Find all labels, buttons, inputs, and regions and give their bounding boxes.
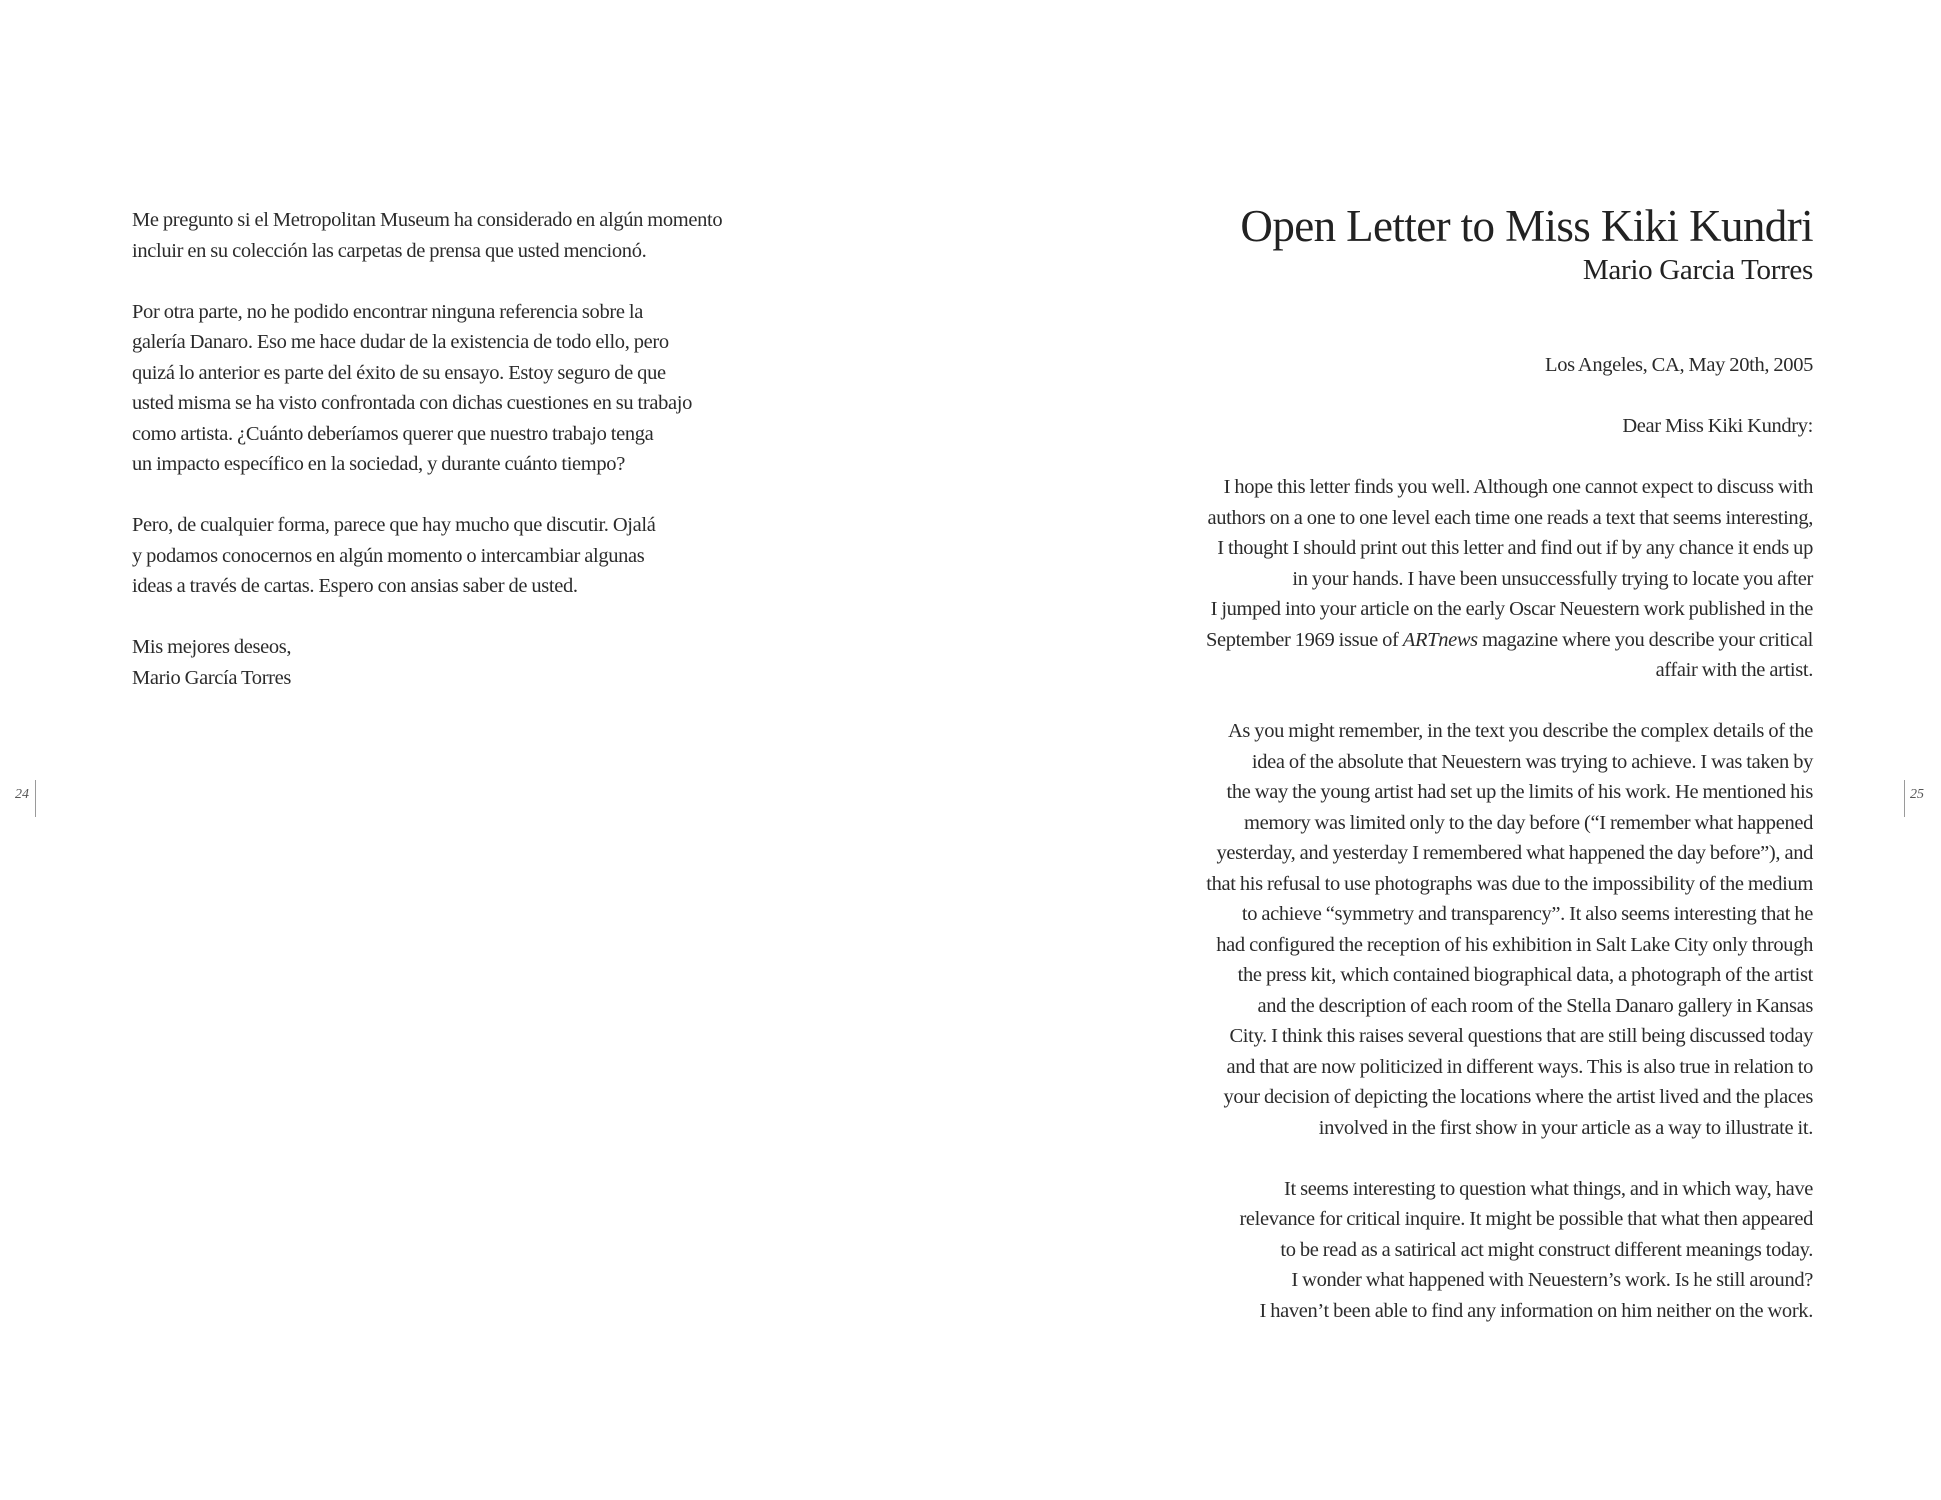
text-line: It seems interesting to question what things, and in which way, have	[1283, 1177, 1813, 1200]
closing-line: Mis mejores deseos,	[132, 636, 292, 658]
left-page-text	[132, 205, 832, 724]
signature-name: Mario García Torres	[132, 666, 292, 689]
place-date-text: Los Angeles, CA, May 20th, 2005	[1545, 354, 1813, 376]
text-line: un impacto específico en la sociedad, y durante cuánto tiempo?	[132, 453, 625, 475]
text-line: I haven’t been able to find any information on him neither on the work.	[1259, 1299, 1813, 1322]
text-line: memory was limited only to the day before (“I remember what happened	[1244, 811, 1813, 834]
letter-title: Open Letter to Miss Kiki Kundri	[1240, 201, 1813, 251]
text-line: relevance for critical inquire. It might be possible that what then appeared	[1239, 1208, 1813, 1230]
text-line: authors on a one to one level each time one reads a text that seems interesting,	[1207, 506, 1813, 529]
text-line: Pero, de cualquier forma, parece que hay mucho que discutir. Ojalá	[132, 514, 656, 536]
text-line: ideas a través de cartas. Espero con ansias saber de usted.	[132, 575, 578, 597]
text-line: in your hands. I have been unsuccessfully trying to locate you after	[1292, 567, 1813, 590]
text-line: had configured the reception of his exhibition in Salt Lake City only through	[1216, 933, 1813, 956]
text-line: City. I think this raises several questions that are still being discussed today	[1229, 1025, 1813, 1047]
right-page	[970, 0, 1941, 1500]
text-line: the press kit, which contained biographical data, a photograph of the artist	[1237, 964, 1813, 986]
text-segment: September 1969 issue of	[1205, 628, 1403, 651]
text-line: quizá lo anterior es parte del éxito de su ensayo. Estoy seguro de que	[132, 361, 666, 384]
title-block	[1240, 199, 1813, 287]
text-line: Me pregunto si el Metropolitan Museum ha considerado en algún momento	[132, 209, 723, 231]
page-number-divider-left	[35, 780, 36, 817]
salutation	[1093, 411, 1813, 442]
letter-body	[1093, 350, 1813, 1357]
text-line: involved in the first show in your article as a way to illustrate it.	[1318, 1116, 1813, 1139]
closing-signature	[132, 632, 832, 693]
text-line: As you might remember, in the text you describe the complex details of the	[1227, 720, 1813, 742]
paragraph	[1093, 472, 1813, 686]
text-line: the way the young artist had set up the limits of his work. He mentioned his	[1226, 781, 1813, 803]
paragraph	[132, 205, 832, 266]
text-line: your decision of depicting the locations where the artist lived and the places	[1223, 1086, 1813, 1108]
paragraph	[1093, 1174, 1813, 1327]
text-line: y podamos conocernos en algún momento o intercambiar algunas	[132, 544, 645, 567]
text-line: incluir en su colección las carpetas de prensa que usted mencionó.	[132, 239, 647, 262]
paragraph	[1093, 716, 1813, 1143]
text-line: and the description of each room of the Stella Danaro gallery in Kansas	[1257, 994, 1813, 1017]
text-line: and that are now politicized in different ways. This is also true in relation to	[1226, 1055, 1813, 1078]
text-line: idea of the absolute that Neuestern was trying to achieve. I was taken by	[1251, 750, 1813, 773]
page-number-right: 25	[1910, 787, 1924, 802]
page-number-left: 24	[15, 787, 29, 802]
page-number-divider-right	[1904, 780, 1905, 817]
text-line: usted misma se ha visto confrontada con dichas cuestiones en su trabajo	[132, 392, 693, 414]
paragraph	[132, 297, 832, 480]
text-line: I hope this letter finds you well. Although one cannot expect to discuss with	[1223, 476, 1813, 498]
salutation-text: Dear Miss Kiki Kundry:	[1622, 415, 1813, 437]
text-line: to achieve “symmetry and transparency”. It also seems interesting that he	[1241, 903, 1813, 925]
magazine-title: ARTnews	[1402, 628, 1478, 651]
text-line	[1093, 625, 1813, 656]
text-segment: magazine where you describe your critical	[1477, 628, 1813, 651]
paragraph	[132, 510, 832, 602]
text-line: I thought I should print out this letter and find out if by any chance it ends up	[1217, 537, 1813, 559]
left-page	[0, 0, 970, 1500]
text-line: affair with the artist.	[1655, 659, 1813, 681]
text-line: I wonder what happened with Neuestern’s work. Is he still around?	[1291, 1269, 1813, 1291]
text-line: yesterday, and yesterday I remembered what happened the day before”), and	[1216, 842, 1813, 864]
place-date	[1093, 350, 1813, 381]
text-line: galería Danaro. Eso me hace dudar de la existencia de todo ello, pero	[132, 331, 669, 353]
text-line: to be read as a satirical act might construct different meanings today.	[1280, 1238, 1813, 1261]
text-line: I jumped into your article on the early Oscar Neuestern work published in the	[1210, 598, 1813, 620]
author-name: Mario Garcia Torres	[1582, 254, 1813, 286]
text-line: Por otra parte, no he podido encontrar ninguna referencia sobre la	[132, 300, 643, 323]
text-line: como artista. ¿Cuánto deberíamos querer que nuestro trabajo tenga	[132, 422, 654, 445]
text-line: that his refusal to use photographs was due to the impossibility of the medium	[1206, 872, 1813, 895]
